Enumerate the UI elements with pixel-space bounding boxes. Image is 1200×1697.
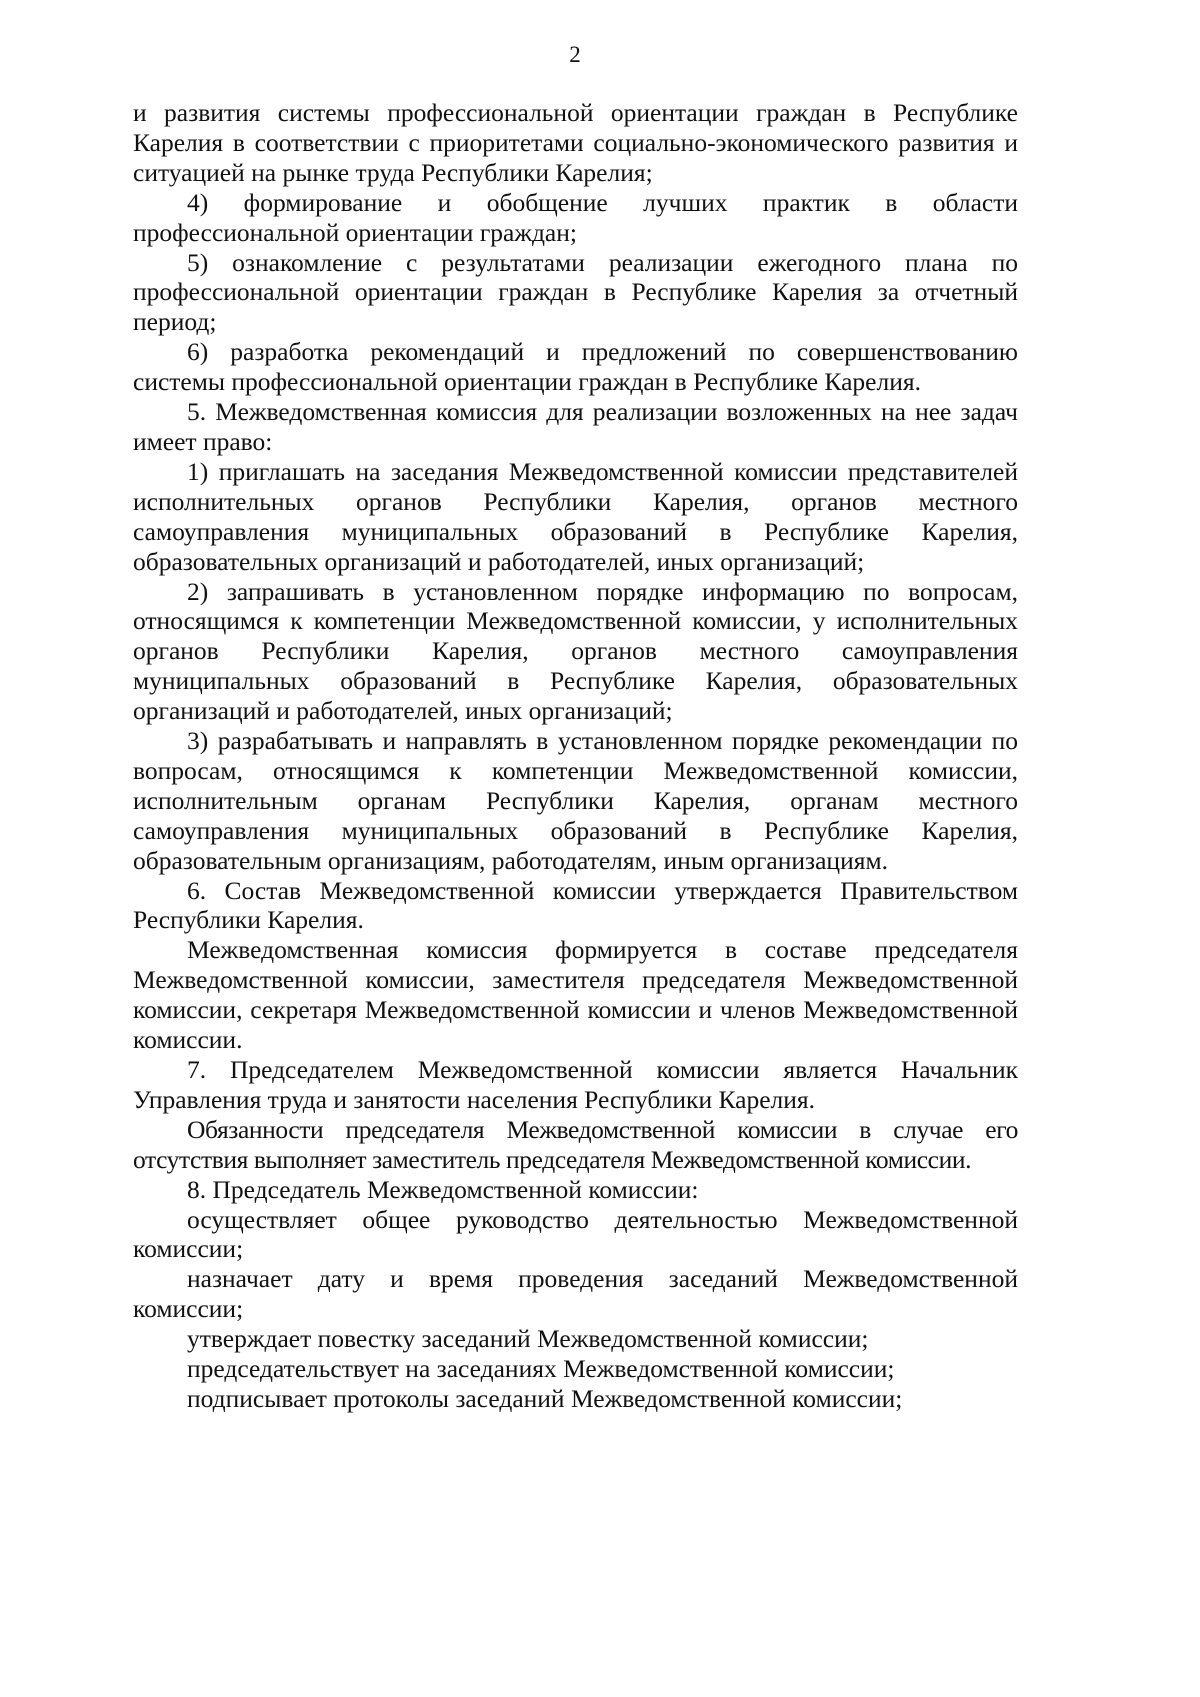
paragraph-chair-duty-3: утверждает повестку заседаний Межведомственной комиссии; bbox=[187, 1324, 869, 1354]
paragraph-item-4: 4) формирование и обобщение лучших практик в области профессиональной ориентации граждан; bbox=[133, 187, 1018, 247]
document-body bbox=[133, 98, 1018, 1414]
paragraph-chair-duty-4: председательствует на заседаниях Межведомственной комиссии; bbox=[187, 1354, 895, 1384]
paragraph-composition: Межведомственная комиссия формируется в составе председателя Межведомственной комиссии, заместителя председателя Межведомственной комиссии, секретаря Межведомственной комиссии и членов Межведомственной комиссии. bbox=[133, 935, 1018, 1055]
paragraph-section-8: 8. Председатель Межведомственной комиссии: bbox=[187, 1174, 699, 1204]
paragraph-chair-duty-1: осуществляет общее руководство деятельностью Межведомственной комиссии; bbox=[133, 1204, 1018, 1264]
paragraph-continuation: и развития системы профессиональной ориентации граждан в Республике Карелия в соответствии с приоритетами социально-экономического развития и ситуацией на рынке труда Республики Карелия; bbox=[133, 98, 1018, 187]
paragraph-right-2: 2) запрашивать в установленном порядке информацию по вопросам, относящимся к компетенции Межведомственной комиссии, у исполнительных органов Республики Карелия, органов местного самоуправления муниципальных образований в Республике Карелия, образовательных организаций и работодателей, иных организаций; bbox=[133, 576, 1018, 726]
paragraph-right-1: 1) приглашать на заседания Межведомственной комиссии представителей исполнительных органов Республики Карелия, органов местного самоуправления муниципальных образований в Республике Карелия, образовательных организаций и работодателей, иных организаций; bbox=[133, 456, 1018, 576]
paragraph-item-6: 6) разработка рекомендаций и предложений по совершенствованию системы профессиональной ориентации граждан в Республике Карелия. bbox=[133, 337, 1018, 397]
paragraph-right-3: 3) разрабатывать и направлять в установленном порядке рекомендации по вопросам, относящимся к компетенции Межведомственной комиссии, исполнительным органам Республики Карелия, органам местного самоуправления муниципальных образований в Республике Карелия, образовательным организациям, работодателям, иным организациям. bbox=[133, 726, 1018, 875]
paragraph-chair-duty-5: подписывает протоколы заседаний Межведомственной комиссии; bbox=[187, 1383, 903, 1413]
paragraph-duties: Обязанности председателя Межведомственной комиссии в случае его отсутствия выполняет заместитель председателя Межведомственной комиссии. bbox=[133, 1114, 1018, 1174]
page-number: 2 bbox=[569, 42, 581, 67]
paragraph-item-5: 5) ознакомление с результатами реализации ежегодного плана по профессиональной ориентации граждан в Республике Карелия за отчетный период; bbox=[133, 247, 1018, 337]
paragraph-chair-duty-2: назначает дату и время проведения заседаний Межведомственной комиссии; bbox=[133, 1264, 1018, 1324]
paragraph-section-7: 7. Председателем Межведомственной комиссии является Начальник Управления труда и занятости населения Республики Карелия. bbox=[133, 1055, 1018, 1114]
paragraph-section-5: 5. Межведомственная комиссия для реализации возложенных на нее задач имеет право: bbox=[133, 397, 1018, 456]
paragraph-section-6: 6. Состав Межведомственной комиссии утверждается Правительством Республики Карелия. bbox=[133, 875, 1018, 935]
